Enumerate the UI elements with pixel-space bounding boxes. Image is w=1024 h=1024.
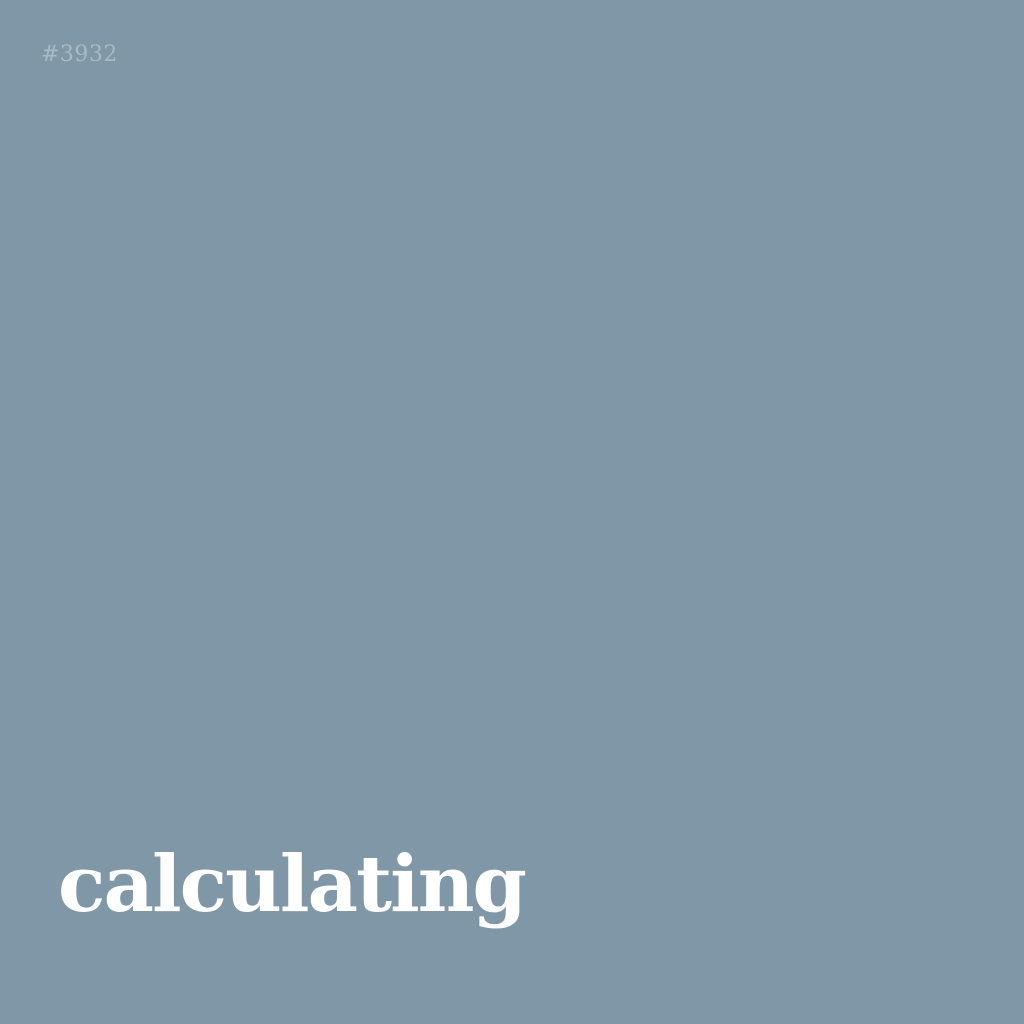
- card-number-label: #3932: [41, 42, 118, 67]
- card-word-title: calculating: [58, 839, 525, 930]
